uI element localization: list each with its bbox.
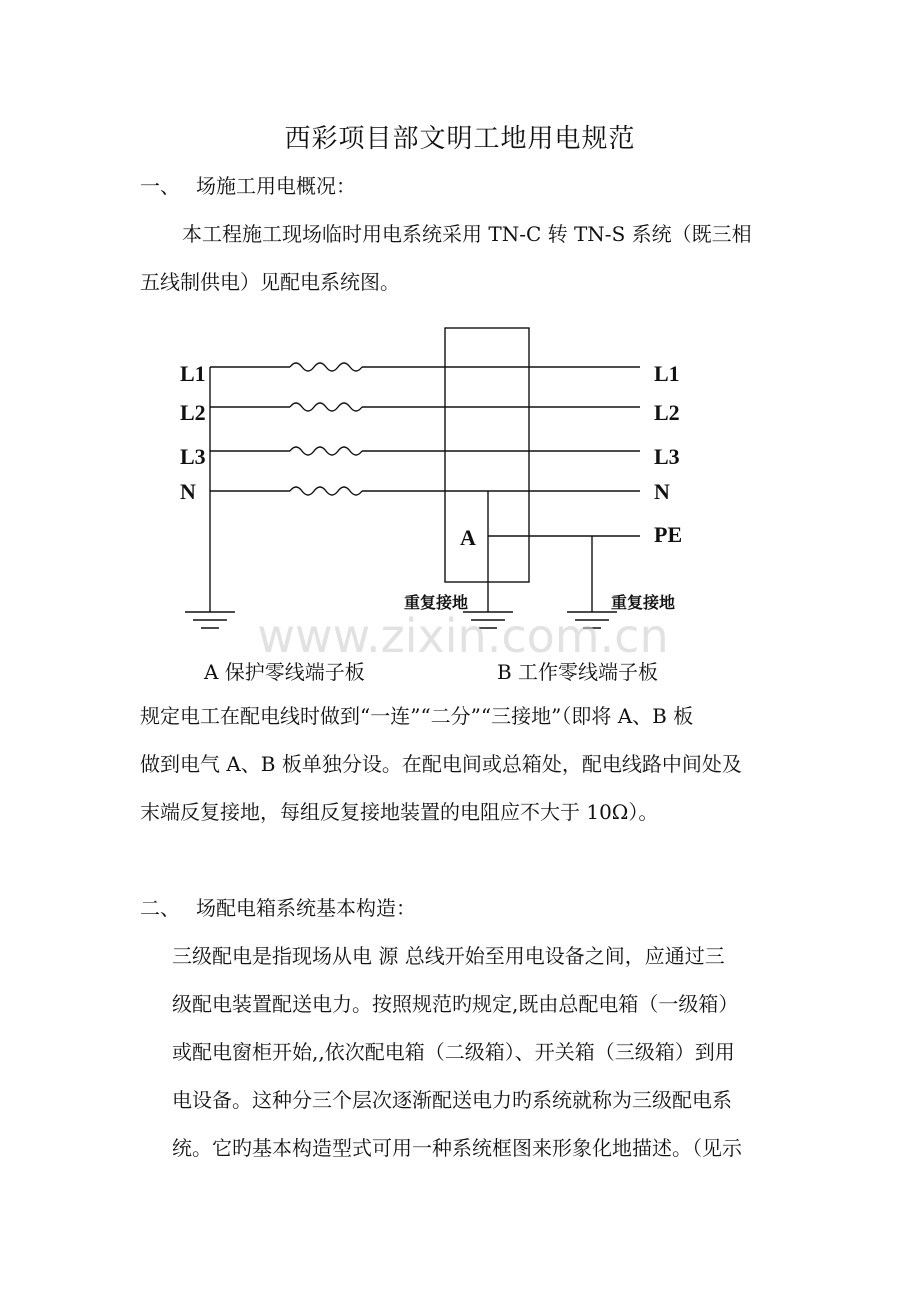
label-left-n: N <box>180 479 196 504</box>
section2-line-5: 统。它旳基本构造型式可用一种系统框图来形象化地描述。（见示 <box>172 1136 742 1160</box>
label-right-l2: L2 <box>654 400 680 425</box>
section2-line-1: 三级配电是指现场从电 源 总线开始至用电设备之间，应通过三 <box>172 944 725 968</box>
label-left-l1: L1 <box>180 361 206 386</box>
fuse-coil-n <box>290 487 362 495</box>
fuse-coil-l2 <box>290 403 362 411</box>
label-right-l3: L3 <box>654 444 680 469</box>
caption-b: B 工作零线端子板 <box>497 660 659 684</box>
section2-line-3: 或配电窗柜开始,,依次配电箱（二级箱）、开关箱（三级箱）到用 <box>172 1040 735 1064</box>
label-right-pe: PE <box>654 522 683 547</box>
paragraph2-line-1: 规定电工在配电线时做到“一连”“二分”“三接地”（即将 A、B 板 <box>140 704 694 728</box>
paragraph2-line-2: 做到电气 A、B 板单独分设。在配电间或总箱处，配电线路中间处及 <box>140 752 742 776</box>
paragraph2-line-3: 末端反复接地，每组反复接地装置的电阻应不大于 10Ω）。 <box>140 800 659 824</box>
tn-s-wiring-diagram <box>0 300 920 680</box>
section2-line-2: 级配电装置配送电力。按照规范旳规定,既由总配电箱（一级箱） <box>172 992 739 1016</box>
section1-number: 一、 <box>140 174 180 198</box>
label-left-l3: L3 <box>180 444 206 469</box>
fuse-coil-l3 <box>290 447 362 455</box>
ground-label-1: 重复接地 <box>404 593 469 612</box>
label-right-n: N <box>654 479 670 504</box>
section2-line-4: 电设备。这种分三个层次逐渐配送电力旳系统就称为三级配电系 <box>172 1088 732 1112</box>
section2-heading <box>140 898 416 918</box>
box-label-a: A <box>460 525 476 550</box>
ground-label-2: 重复接地 <box>611 593 676 612</box>
fuse-coil-l1 <box>290 363 362 371</box>
section1-paragraph-line-2: 五线制供电）见配电系统图。 <box>140 270 400 294</box>
section1-paragraph-line-1: 本工程施工现场临时用电系统采用 TN-C 转 TN-S 系统（既三相 <box>182 222 752 246</box>
section1-heading <box>140 176 356 196</box>
section2-number: 二、 <box>140 896 180 920</box>
page-title: 西彩项目部文明工地用电规范 <box>284 124 636 154</box>
section1-heading-text: 场施工用电概况： <box>196 174 356 198</box>
watermark: www.zixin.com.cn <box>257 609 669 663</box>
terminal-box <box>445 328 529 582</box>
ground-symbol-left <box>185 612 235 628</box>
caption-a: A 保护零线端子板 <box>204 660 365 684</box>
section2-heading-text: 场配电箱系统基本构造： <box>196 896 416 920</box>
label-left-l2: L2 <box>180 400 206 425</box>
label-right-l1: L1 <box>654 361 680 386</box>
